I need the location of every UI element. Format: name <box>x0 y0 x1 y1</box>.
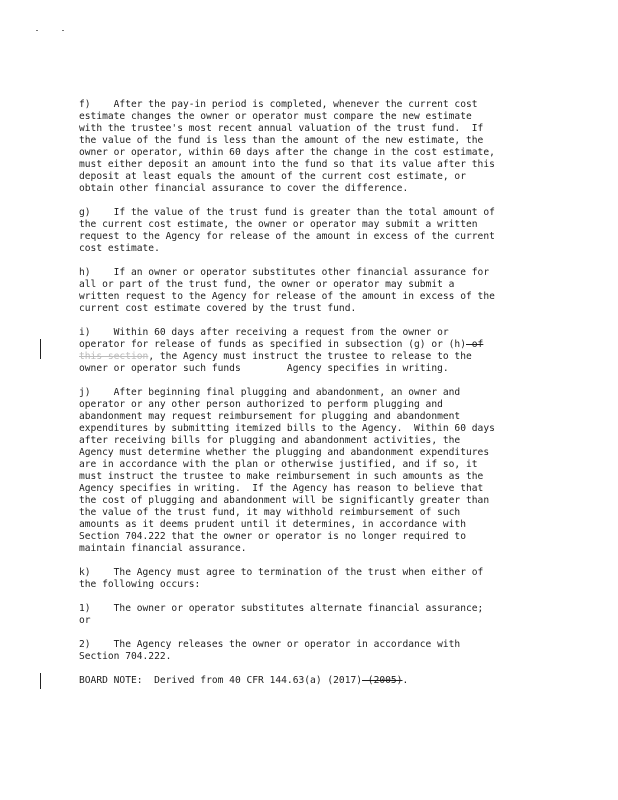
paragraph-h-line: current cost estimate covered by the trust fund. <box>79 303 357 314</box>
paragraph-g-line: cost estimate. <box>79 243 160 254</box>
paragraph-j-line: amounts as it deems prudent until it determines, in accordance with <box>79 519 466 530</box>
paragraph-f-line: f) After the pay-in period is completed, whenever the current cost <box>79 99 478 110</box>
struck-text: (2005) <box>362 675 403 686</box>
paragraph-j-line: abandonment may request reimbursement for plugging and abandonment <box>79 411 461 422</box>
paragraph-j-line: must instruct the trustee to make reimbursement in such amounts as the <box>79 471 484 482</box>
paragraph-j-line: Agency must determine whether the plugging and abandonment expenditures <box>79 447 490 458</box>
paragraph-k1-line: 1) The owner or operator substitutes alternate financial assurance; <box>79 603 484 614</box>
paragraph-f-line: must either deposit an amount into the fund so that its value after this <box>79 159 495 170</box>
paragraph-h-line: all or part of the trust fund, the owner or operator may submit a <box>79 279 455 290</box>
paragraph-i-line: i) Within 60 days after receiving a request from the owner or <box>79 327 449 338</box>
revision-change-bar <box>40 339 41 359</box>
paragraph-j-line: the value of the trust fund, it may withhold reimbursement of such <box>79 507 461 518</box>
paragraph-i-line <box>79 339 483 351</box>
paragraph-j-line: Section 704.222 that the owner or operator is no longer required to <box>79 531 466 542</box>
paragraph-g-line: request to the Agency for release of the amount in excess of the current <box>79 231 495 242</box>
paragraph-k1-line: or <box>79 615 91 626</box>
paragraph-j-line: expenditures by submitting itemized bills to the Agency. Within 60 days <box>79 423 495 434</box>
paragraph-h-line: h) If an owner or operator substitutes other financial assurance for <box>79 267 490 278</box>
scan-speck <box>62 30 64 31</box>
paragraph-f-line: deposit at least equals the amount of the current cost estimate, or <box>79 171 466 182</box>
paragraph-f-line: owner or operator, within 60 days after the change in the cost estimate, <box>79 147 495 158</box>
paragraph-i-text: , the Agency must instruct the trustee to release to the <box>148 351 472 362</box>
paragraph-k-line: the following occurs: <box>79 579 201 590</box>
paragraph-f-line: with the trustee's most recent annual valuation of the trust fund. If <box>79 123 484 134</box>
paragraph-i-text: operator for release of funds as specified in subsection (g) or (h) <box>79 339 466 350</box>
paragraph-j-line: j) After beginning final plugging and abandonment, an owner and <box>79 387 461 398</box>
paragraph-k2-line: Section 704.222. <box>79 651 172 662</box>
paragraph-h-line: written request to the Agency for release of the amount in excess of the <box>79 291 495 302</box>
board-note <box>79 675 408 687</box>
paragraph-i-line <box>79 351 472 363</box>
paragraph-j-line: operator or any other person authorized to perform plugging and <box>79 399 443 410</box>
scan-speck <box>36 30 38 31</box>
revision-change-bar <box>40 673 41 689</box>
paragraph-j-line: the cost of plugging and abandonment will be significantly greater than <box>79 495 490 506</box>
paragraph-j-line: maintain financial assurance. <box>79 543 247 554</box>
paragraph-j-line: Agency specifies in writing. If the Agency has reason to believe that <box>79 483 484 494</box>
paragraph-g-line: the current cost estimate, the owner or operator may submit a written <box>79 219 478 230</box>
paragraph-f-line: obtain other financial assurance to cover the difference. <box>79 183 409 194</box>
struck-text: of <box>466 339 484 350</box>
board-note-period: . <box>402 675 409 686</box>
paragraph-k-line: k) The Agency must agree to termination of the trust when either of <box>79 567 484 578</box>
paragraph-i-line: owner or operator such funds Agency specifies in writing. <box>79 363 449 374</box>
paragraph-j-line: after receiving bills for plugging and abandonment activities, the <box>79 435 461 446</box>
paragraph-j-line: are in accordance with the plan or otherwise justified, and if so, it <box>79 459 478 470</box>
paragraph-f-line: the value of the fund is less than the amount of the new estimate, the <box>79 135 484 146</box>
paragraph-g-line: g) If the value of the trust fund is greater than the total amount of <box>79 207 495 218</box>
struck-text: this section <box>79 351 149 362</box>
paragraph-k2-line: 2) The Agency releases the owner or operator in accordance with <box>79 639 461 650</box>
board-note-text: BOARD NOTE: Derived from 40 CFR 144.63(a) (2017) <box>79 675 363 686</box>
paragraph-f-line: estimate changes the owner or operator must compare the new estimate <box>79 111 472 122</box>
